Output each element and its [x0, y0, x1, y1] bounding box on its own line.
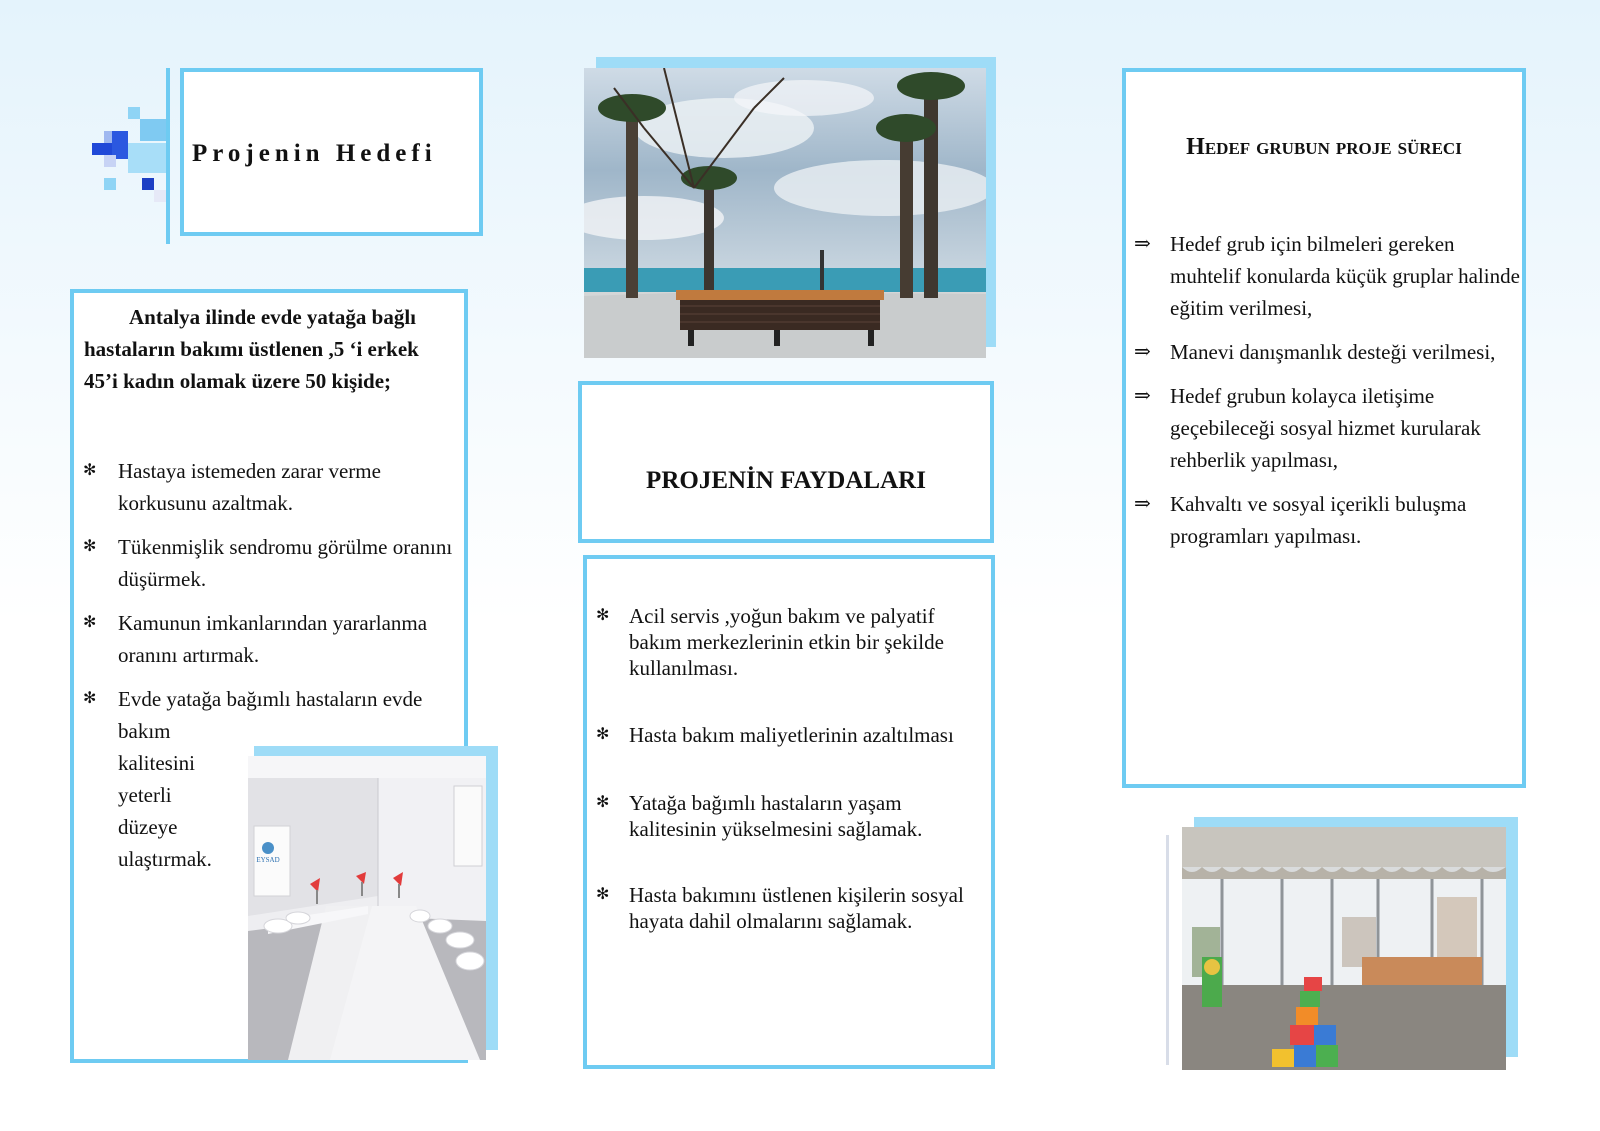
proje-sureci-bullet-list [1134, 228, 1520, 552]
star-bullet-icon: ✻ [83, 462, 97, 479]
arrow-bullet-icon: ⇒ [1134, 233, 1151, 255]
meeting-room-photo [248, 756, 486, 1060]
eysad-logo-text: EYSAD [256, 856, 280, 864]
list-item: ✻ Acil servis ,yoğun bakım ve palyatif bakım merkezlerinin etkin bir şekilde kullanılması. [596, 604, 944, 680]
arrow-bullet-icon: ⇒ [1134, 493, 1151, 515]
list-item: ✻ Yatağa bağımlı hastaların yaşam kalitesinin yükselmesini sağlamak. [596, 791, 923, 841]
vertical-accent-line [1166, 835, 1169, 1065]
beach-bench-photo [584, 68, 986, 358]
playroom-photo [1182, 827, 1506, 1070]
star-bullet-icon: ✻ [83, 690, 97, 707]
faydalar-bullet-list [596, 603, 984, 934]
projenin-hedefi-title: Projenin Hedefi [192, 140, 437, 167]
beach-bench-illustration [584, 68, 986, 358]
list-item: ✻ Hastaya istemeden zarar verme korkusunu azaltmak. [118, 455, 463, 519]
proje-sureci-title: Hedef grubun proje süreci [1186, 134, 1462, 160]
star-bullet-icon: ✻ [83, 614, 97, 631]
playroom-illustration [1182, 827, 1506, 1070]
hedef-intro-text: Antalya ilinde evde yatağa bağlı hastaların bakımı üstlenen ,5 ‘i erkek 45’i kadın olamak üzere 50 kişide; [84, 305, 419, 393]
list-item: ✻ Hasta bakım maliyetlerinin azaltılması [596, 723, 954, 747]
projenin-hedefi-title-box [180, 68, 483, 236]
list-item: ⇒ Hedef grub için bilmeleri gereken muhtelif konularda küçük gruplar halinde eğitim verilmesi, [1170, 228, 1520, 324]
meeting-room-illustration [248, 756, 486, 1060]
star-bullet-icon: ✻ [596, 794, 610, 811]
arrow-bullet-icon: ⇒ [1134, 341, 1151, 363]
list-item: ✻ Kamunun imkanlarından yararlanma oranını artırmak. [118, 607, 463, 671]
star-bullet-icon: ✻ [596, 726, 610, 743]
star-bullet-icon: ✻ [596, 607, 610, 624]
list-item: ⇒ Kahvaltı ve sosyal içerikli buluşma programları yapılması. [1170, 488, 1520, 552]
list-item: ✻ Tükenmişlik sendromu görülme oranını düşürmek. [118, 531, 463, 595]
star-bullet-icon: ✻ [596, 886, 610, 903]
list-item: ⇒ Hedef grubun kolayca iletişime geçebileceği sosyal hizmet kurularak rehberlik yapılması, [1170, 380, 1520, 476]
faydalar-title-box [578, 381, 994, 543]
list-item: ✻ Hasta bakımını üstlenen kişilerin sosyal hayata dahil olmalarını sağlamak. [596, 883, 964, 933]
list-item: ⇒ Manevi danışmanlık desteği verilmesi, [1170, 336, 1520, 368]
faydalar-title: PROJENİN FAYDALARI [646, 467, 926, 494]
list-item: ✻ Evde yatağa bağımlı hastaların evde bakım kalitesini yeterli düzeye ulaştırmak. [118, 683, 463, 875]
proje-sureci-box [1122, 68, 1526, 788]
vertical-accent-line [166, 68, 170, 244]
star-bullet-icon: ✻ [83, 538, 97, 555]
arrow-bullet-icon: ⇒ [1134, 385, 1151, 407]
faydalar-content-box [583, 555, 995, 1069]
